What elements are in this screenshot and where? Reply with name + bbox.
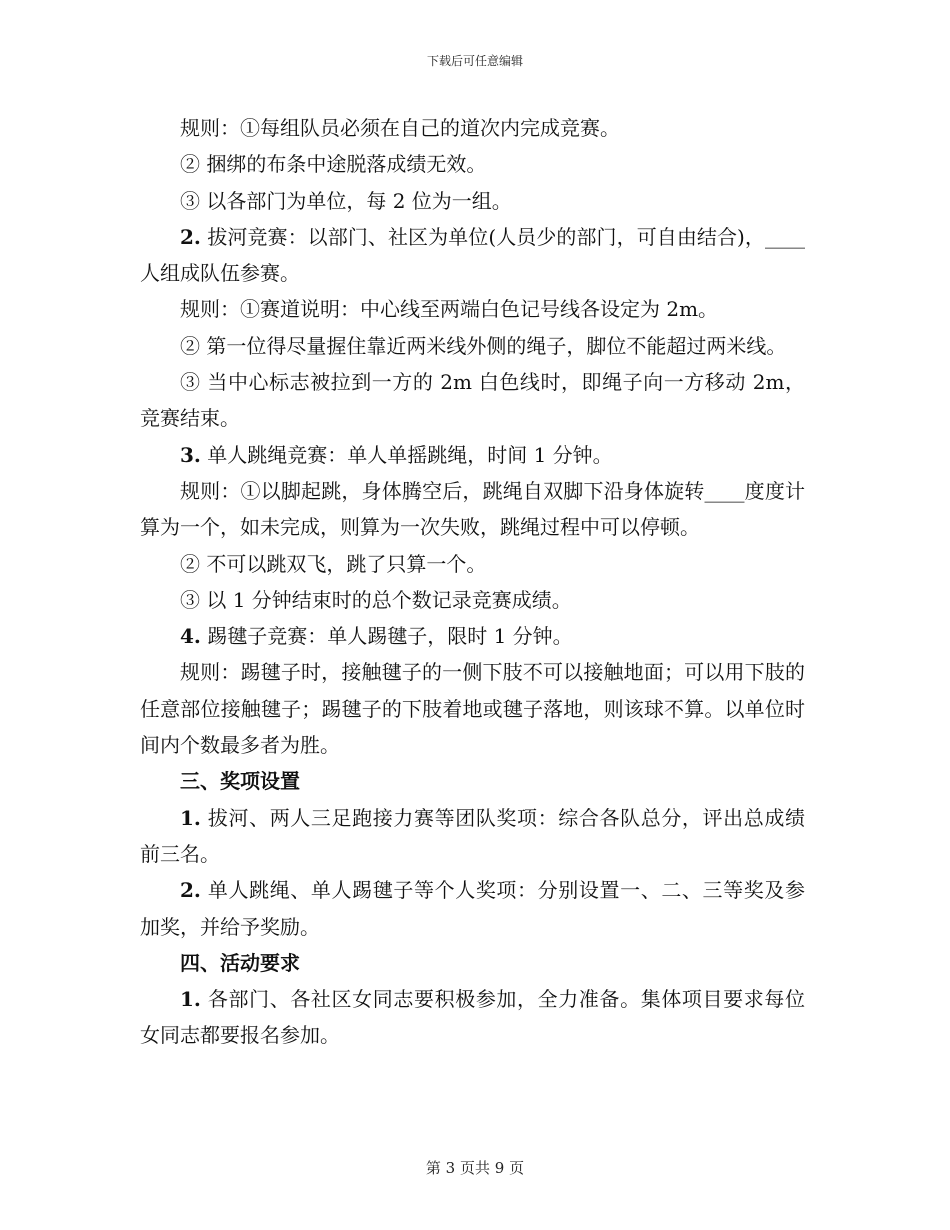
paragraph: 规则：①以脚起跳，身体腾空后，跳绳自双脚下沿身体旋转____度度计算为一个，如未完成，则算为一次失败，跳绳过程中可以停顿。	[140, 478, 805, 540]
paragraph: 4. 踢毽子竞赛：单人踢毽子，限时 1 分钟。	[180, 624, 573, 649]
paragraph: 2. 拔河竞赛：以部门、社区为单位(人员少的部门，可自由结合)，____人组成队伍参赛。	[140, 224, 805, 286]
item-number: 2.	[180, 224, 201, 249]
paragraph: ③ 以各部门为单位，每 2 位为一组。	[180, 188, 512, 213]
paragraph: ③ 以 1 分钟结束时的总个数记录竞赛成绩。	[180, 587, 572, 612]
item-number: 3.	[180, 442, 201, 467]
section-heading: 三、奖项设置	[180, 769, 300, 794]
document-body	[140, 110, 805, 1054]
page-footer: 第 3 页共 9 页	[425, 1159, 525, 1177]
item-number: 1.	[180, 805, 201, 830]
item-number: 1.	[180, 987, 201, 1012]
section-heading: 四、活动要求	[180, 950, 300, 975]
paragraph: ③ 当中心标志被拉到一方的 2m 白色线时，即绳子向一方移动 2m，竞赛结束。	[140, 370, 805, 431]
paragraph: 规则：①每组队员必须在自己的道次内完成竞赛。	[180, 116, 620, 140]
paragraph: 规则：踢毽子时，接触毽子的一侧下肢不可以接触地面；可以用下肢的任意部位接触毽子；踢毽子的下肢着地或毽子落地，则该球不算。以单位时间内个数最多者为胜。	[140, 660, 805, 758]
paragraph: 1. 拔河、两人三足跑接力赛等团队奖项：综合各队总分，评出总成绩前三名。	[140, 805, 805, 866]
paragraph: ② 第一位得尽量握住靠近两米线外侧的绳子，脚位不能超过两米线。	[180, 333, 787, 358]
paragraph: 3. 单人跳绳竞赛：单人单摇跳绳，时间 1 分钟。	[180, 442, 613, 467]
page-header: 下载后可任意编辑	[426, 54, 523, 68]
paragraph: 1. 各部门、各社区女同志要积极参加，全力准备。集体项目要求每位女同志都要报名参加。	[140, 987, 805, 1048]
paragraph: ② 不可以跳双飞，跳了只算一个。	[180, 551, 487, 576]
item-number: 2.	[180, 878, 201, 903]
paragraph: ② 捆绑的布条中途脱落成绩无效。	[180, 152, 487, 177]
paragraph: 规则：①赛道说明：中心线至两端白色记号线各设定为 2m。	[180, 297, 719, 322]
item-number: 4.	[180, 624, 201, 649]
paragraph: 2. 单人跳绳、单人踢毽子等个人奖项：分别设置一、二、三等奖及参加奖，并给予奖励。	[140, 878, 805, 939]
